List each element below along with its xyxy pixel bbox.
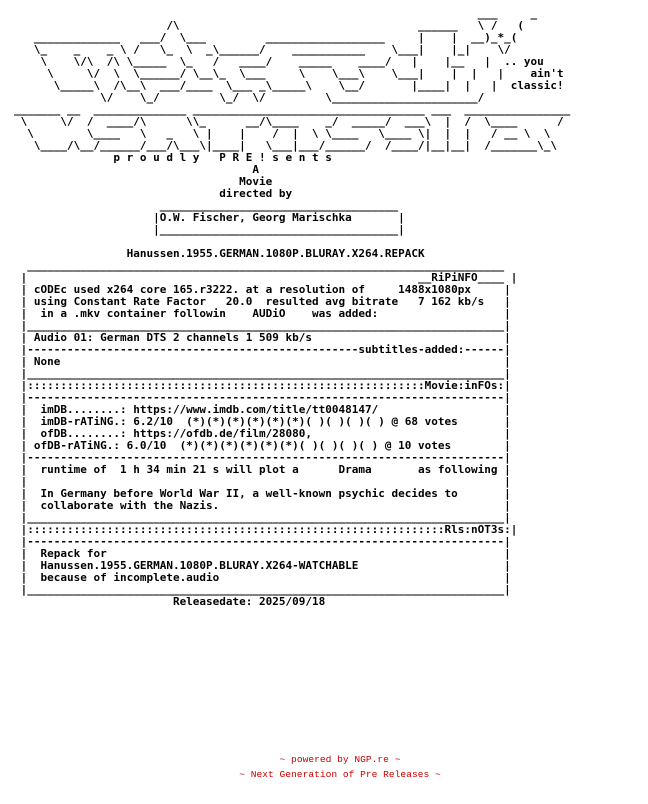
footer-prefix: ~ powered by	[279, 754, 355, 765]
footer	[0, 752, 648, 782]
nfo-ascii-art-text: ___ _ /\ ______ \ / ( _____________ ___/ \___ __________________ | | __)_*_( \_ _ _ \ / \_ \ _\______/ ___________ \___| |_| \/ \ \/\ /\ \_____ \_ / ____/ _____ ____/ | |__ | .. you \ \/ \ \______/ \__\_ \___ \ \___\ \___| | | | ain't \_____\ /\__\ ___/____ \___ _\_____\ \__/ |____| | | classic! \/ \_/ \_/ \/ \______________________/ _______ __ ______________ ___________________________________ ___ ________________ \ \/ / ____/\ \\_ __/\____ _/ _____/ ___\ | / \____ / \ \____ \ _ \ | | / | \ \____ \____ \| | | / __ \ \ \____/\__/______/___/\___\|____| \___|___/______/ /____/|__|__| /_______\_\ p r o u d l y P R E ! s e n t s A Movie directed by ____________________________________ |O.W. Fischer, Georg Marischka | |____________________________________| Hanussen.1955.GERMAN.1080P.BLURAY.X264.REPACK ________________________________________________________________________ | __RiPiNFO____ | | cODEc used x264 core 165.r3222. at a resolution of 1488x1080px | | using Constant Rate Factor 20.0 resulted avg bitrate 7 162 kb/s | | in a .mkv container followin AUDiO was added: | |________________________________________________________________________| | Audio 01: German DTS 2 channels 1 509 kb/s | |--------------------------------------------------subtitles-added:------| | None | |________________________________________________________________________| |::::::::::::::::::::::::::::::::::::::::::::::::::::::::::::Movie:inFOs:| |------------------------------------------------------------------------| | imDB........: https://www.imdb.com/title/tt0048147/ | | imDB-rATiNG.: 6.2/10 (*)(*)(*)(*)(*)(*)( )( )( )( ) @ 68 votes | | ofDB........: https://ofdb.de/film/28080, | | ofDB-rATiNG.: 6.0/10 (*)(*)(*)(*)(*)(*)( )( )( )( ) @ 10 votes | |------------------------------------------------------------------------| | runtime of 1 h 34 min 21 s will plot a Drama as following | | | | In Germany before World War II, a well-known psychic decides to | | collaborate with the Nazis. | |________________________________________________________________________| |:::::::::::::::::::::::::::::::::::::::::::::::::::::::::::::::Rls:nOT3s:| |------------------------------------------------------------------------| | Repack for | | Hanussen.1955.GERMAN.1080P.BLURAY.X264-WATCHABLE | | because of incomplete.audio | |________________________________________________________________________| Releasedate: 2025/09/18	[14, 7, 571, 608]
ngp-link[interactable]: NGP.re	[354, 754, 389, 765]
footer-tagline: ~ Next Generation of Pre Releases ~	[239, 769, 441, 780]
footer-suffix: ~	[388, 754, 401, 765]
footer-powered-by	[0, 752, 648, 767]
